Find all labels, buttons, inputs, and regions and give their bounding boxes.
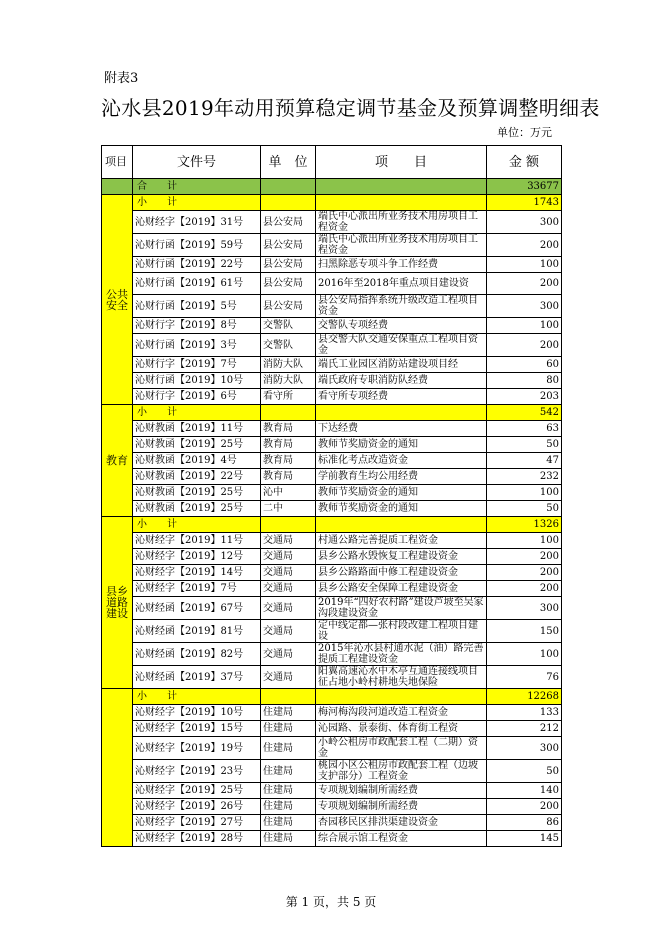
header-doc: 文件号 [133,146,261,179]
project-cell: 专项规划编制所需经费 [316,783,487,799]
table-row [102,666,562,689]
unit-cell: 交通局 [261,643,316,666]
project-cell: 端氏工业园区消防站建设项目经 [316,357,487,373]
subtotal-unit-cell [261,195,316,211]
table-row [102,437,562,453]
doc-number-cell: 沁财经字【2019】25号 [133,783,261,799]
budget-table [101,145,562,847]
project-cell: 专项规划编制所需经费 [316,799,487,815]
project-cell: 教师节奖励资金的通知 [316,501,487,517]
doc-number-cell: 沁财经字【2019】12号 [133,549,261,565]
amount-cell: 100 [487,318,562,334]
table-row [102,501,562,517]
unit-cell: 住建局 [261,705,316,721]
doc-number-cell: 沁财教函【2019】25号 [133,437,261,453]
unit-cell: 交通局 [261,666,316,689]
header-project: 项 目 [316,146,487,179]
table-body [102,179,562,847]
subtotal-row [102,517,562,533]
project-cell: 看守所专项经费 [316,389,487,405]
table-row [102,549,562,565]
project-cell: 综合展示馆工程资金 [316,831,487,847]
subtotal-amount: 12268 [487,689,562,705]
subtotal-label: 小 计 [133,195,261,211]
unit-cell: 住建局 [261,737,316,760]
subtotal-row [102,405,562,421]
amount-cell: 133 [487,705,562,721]
table-row [102,357,562,373]
amount-cell: 200 [487,234,562,257]
amount-cell: 150 [487,620,562,643]
project-cell: 梅河梅沟段河道改造工程资金 [316,705,487,721]
amount-cell: 212 [487,721,562,737]
project-cell: 下达经费 [316,421,487,437]
table-row [102,565,562,581]
doc-number-cell: 沁财经字【2019】7号 [133,581,261,597]
doc-number-cell: 沁财经函【2019】82号 [133,643,261,666]
project-cell: 2019年“四好农村路”建设芦坡至吴家沟段建设资金 [316,597,487,620]
unit-cell: 住建局 [261,783,316,799]
unit-cell: 二中 [261,501,316,517]
amount-cell: 80 [487,373,562,389]
subtotal-unit-cell [261,689,316,705]
project-cell: 端氏政府专职消防队经费 [316,373,487,389]
category-cell: 县乡道路建设 [102,517,133,689]
table-row [102,737,562,760]
unit-cell: 县公安局 [261,211,316,234]
doc-number-cell: 沁财经字【2019】27号 [133,815,261,831]
table-row [102,389,562,405]
project-cell: 扫黑除恶专项斗争工作经费 [316,257,487,273]
table-row [102,597,562,620]
doc-number-cell: 沁财行字【2019】7号 [133,357,261,373]
doc-number-cell: 沁财经字【2019】23号 [133,760,261,783]
amount-cell: 100 [487,485,562,501]
project-cell: 沁园路、景泰街、体育街工程资 [316,721,487,737]
doc-number-cell: 沁财经字【2019】10号 [133,705,261,721]
amount-cell: 200 [487,549,562,565]
amount-cell: 100 [487,643,562,666]
category-cell [102,689,133,847]
unit-cell: 住建局 [261,815,316,831]
doc-number-cell: 沁财行函【2019】5号 [133,295,261,318]
doc-number-cell: 沁财经字【2019】28号 [133,831,261,847]
doc-number-cell: 沁财行函【2019】3号 [133,334,261,357]
project-cell: 县乡公路安全保障工程建设资金 [316,581,487,597]
total-row [102,179,562,195]
category-cell: 公共安全 [102,195,133,405]
table-row [102,721,562,737]
unit-cell: 交通局 [261,620,316,643]
unit-cell: 教育局 [261,469,316,485]
total-project-cell [316,179,487,195]
table-row [102,373,562,389]
table-row [102,257,562,273]
doc-number-cell: 沁财经字【2019】15号 [133,721,261,737]
subtotal-project-cell [316,195,487,211]
subtotal-row [102,689,562,705]
table-row [102,273,562,295]
amount-cell: 200 [487,799,562,815]
subtotal-label: 小 计 [133,405,261,421]
amount-cell: 140 [487,783,562,799]
table-row [102,469,562,485]
doc-number-cell: 沁财行函【2019】10号 [133,373,261,389]
doc-number-cell: 沁财教函【2019】25号 [133,501,261,517]
unit-cell: 交通局 [261,533,316,549]
doc-number-cell: 沁财教函【2019】11号 [133,421,261,437]
project-cell: 杏园移民区排洪渠建设资金 [316,815,487,831]
table-row [102,533,562,549]
doc-number-cell: 沁财经函【2019】67号 [133,597,261,620]
doc-number-cell: 沁财经字【2019】26号 [133,799,261,815]
unit-cell: 住建局 [261,831,316,847]
amount-cell: 203 [487,389,562,405]
unit-cell: 交警队 [261,318,316,334]
subtotal-project-cell [316,689,487,705]
table-row [102,234,562,257]
doc-number-cell: 沁财行函【2019】59号 [133,234,261,257]
unit-cell: 沁中 [261,485,316,501]
amount-cell: 47 [487,453,562,469]
amount-cell: 200 [487,565,562,581]
table-row [102,318,562,334]
unit-cell: 看守所 [261,389,316,405]
doc-number-cell: 沁财行函【2019】61号 [133,273,261,295]
table-row [102,760,562,783]
category-cell: 教育 [102,405,133,517]
subtotal-label: 小 计 [133,689,261,705]
project-cell: 县乡公路水毁恢复工程建设资金 [316,549,487,565]
unit-cell: 住建局 [261,799,316,815]
amount-cell: 76 [487,666,562,689]
subtotal-row [102,195,562,211]
unit-cell: 住建局 [261,721,316,737]
unit-cell: 教育局 [261,421,316,437]
table-row [102,453,562,469]
amount-cell: 200 [487,581,562,597]
project-cell: 2016年至2018年重点项目建设资 [316,273,487,295]
page-footer: 第 1 页，共 5 页 [285,895,377,909]
header-category: 项目 [102,146,133,179]
amount-cell: 300 [487,295,562,318]
subtotal-amount: 542 [487,405,562,421]
amount-cell: 63 [487,421,562,437]
doc-number-cell: 沁财行字【2019】6号 [133,389,261,405]
header-amount: 金 额 [487,146,562,179]
doc-number-cell: 沁财经函【2019】81号 [133,620,261,643]
unit-cell: 交通局 [261,581,316,597]
title-container [0,92,662,122]
amount-cell: 300 [487,211,562,234]
project-cell: 2015年沁水县村通水泥（油）路完善提质工程建设资金 [316,643,487,666]
doc-number-cell: 沁财经字【2019】14号 [133,565,261,581]
table-row [102,620,562,643]
table-row [102,643,562,666]
table-row [102,815,562,831]
doc-number-cell: 沁财行字【2019】8号 [133,318,261,334]
doc-number-cell: 沁财教函【2019】22号 [133,469,261,485]
project-cell: 端氏中心派出所业务技术用房项目工程资金 [316,234,487,257]
project-cell: 县乡公路路面中修工程建设资金 [316,565,487,581]
unit-cell: 消防大队 [261,357,316,373]
amount-cell: 145 [487,831,562,847]
project-cell: 县交警大队交通安保重点工程项目资金 [316,334,487,357]
unit-cell: 交通局 [261,597,316,620]
table-row [102,581,562,597]
amount-cell: 300 [487,597,562,620]
table-row [102,705,562,721]
doc-number-cell: 沁财行函【2019】22号 [133,257,261,273]
project-cell: 交警队专项经费 [316,318,487,334]
amount-cell: 60 [487,357,562,373]
amount-cell: 232 [487,469,562,485]
project-cell: 阳翼高速沁水中木亭互通连接线项目征占地小岭村耕地失地保险 [316,666,487,689]
amount-cell: 200 [487,273,562,295]
amount-cell: 100 [487,533,562,549]
subtotal-unit-cell [261,517,316,533]
doc-number-cell: 沁财教函【2019】4号 [133,453,261,469]
header-unit: 单 位 [261,146,316,179]
unit-cell: 教育局 [261,453,316,469]
page-title: 沁水县2019年动用预算稳定调节基金及预算调整明细表 [101,96,600,120]
table-row [102,211,562,234]
project-cell: 村通公路完善提质工程资金 [316,533,487,549]
table-row [102,799,562,815]
total-category-cell [102,179,133,195]
doc-number-cell: 沁财经字【2019】19号 [133,737,261,760]
attachment-label: 附表3 [104,71,139,86]
project-cell: 教师节奖励资金的通知 [316,437,487,453]
unit-cell: 交通局 [261,565,316,581]
unit-cell: 县公安局 [261,273,316,295]
total-unit-cell [261,179,316,195]
project-cell: 县公安局指挥系统升级改造工程项目资金 [316,295,487,318]
header-row [102,146,562,179]
unit-cell: 教育局 [261,437,316,453]
project-cell: 定中线定都—张村段改建工程项目建设 [316,620,487,643]
unit-cell: 交通局 [261,549,316,565]
table-row [102,831,562,847]
subtotal-project-cell [316,405,487,421]
doc-number-cell: 沁财经字【2019】31号 [133,211,261,234]
amount-cell: 100 [487,257,562,273]
unit-cell: 交警队 [261,334,316,357]
total-label: 合 计 [133,179,261,195]
project-cell: 小岭公租房市政配套工程（二期）资金 [316,737,487,760]
subtotal-project-cell [316,517,487,533]
amount-cell: 86 [487,815,562,831]
amount-cell: 50 [487,760,562,783]
unit-cell: 住建局 [261,760,316,783]
project-cell: 学前教育生均公用经费 [316,469,487,485]
table-row [102,485,562,501]
table-row [102,334,562,357]
subtotal-label: 小 计 [133,517,261,533]
unit-cell: 县公安局 [261,295,316,318]
doc-number-cell: 沁财经函【2019】37号 [133,666,261,689]
table-row [102,295,562,318]
subtotal-amount: 1743 [487,195,562,211]
unit-cell: 消防大队 [261,373,316,389]
amount-cell: 300 [487,737,562,760]
project-cell: 教师节奖励资金的通知 [316,485,487,501]
table-row [102,421,562,437]
unit-label: 单位：万元 [497,126,552,139]
unit-cell: 县公安局 [261,234,316,257]
table-row [102,783,562,799]
project-cell: 标准化考点改造资金 [316,453,487,469]
subtotal-amount: 1326 [487,517,562,533]
total-amount: 33677 [487,179,562,195]
amount-cell: 50 [487,437,562,453]
amount-cell: 50 [487,501,562,517]
unit-cell: 县公安局 [261,257,316,273]
project-cell: 端氏中心派出所业务技术用房项目工程资金 [316,211,487,234]
doc-number-cell: 沁财经字【2019】11号 [133,533,261,549]
amount-cell: 200 [487,334,562,357]
project-cell: 桃园小区公租房市政配套工程（边坡支护部分）工程资金 [316,760,487,783]
subtotal-unit-cell [261,405,316,421]
doc-number-cell: 沁财教函【2019】25号 [133,485,261,501]
